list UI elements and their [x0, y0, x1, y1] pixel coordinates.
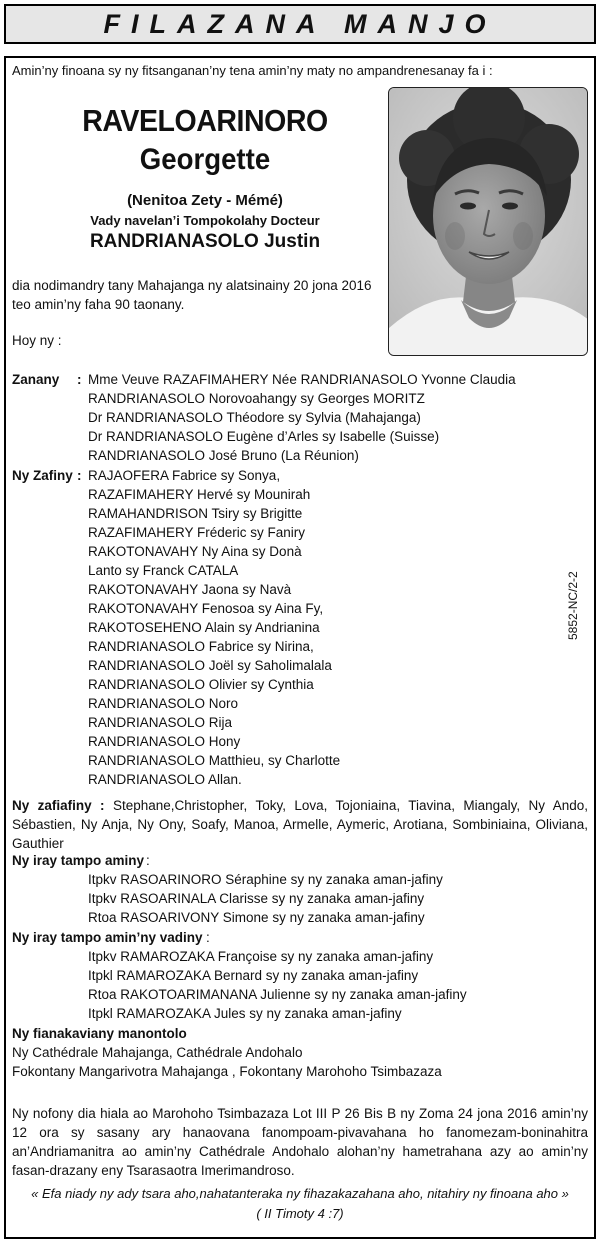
zanany-label: Zanany: [12, 372, 60, 387]
portrait-photo: [388, 87, 588, 356]
deceased-nickname: (Nenitoa Zety - Mémé): [127, 192, 283, 209]
tampo-vadiny-separator: :: [206, 930, 210, 945]
hoy-label: Hoy ny :: [12, 333, 62, 348]
notice-title: FILAZANA MANJO: [103, 8, 497, 39]
zafiny-item: RAKOTONAVAHY Jaona sy Navà: [88, 582, 292, 597]
zafiny-item: RANDRIANASOLO Matthieu, sy Charlotte: [88, 753, 341, 768]
funeral-details: Ny nofony dia hiala ao Marohoho Tsimbazaza Lot III P 26 Bis B ny Zoma 24 jona 2016 amin’ny 12 ora sy sasany ary hanaovana fanompoam-pivavahana ho fanomezam-boninahitra an’Andriamanitra ao amin’ny Cathédrale Andohalo alohan’ny hametrahana azy ao amin’ny fasan-drazany eny Tsarasaotra Imerimandroso.: [12, 1106, 588, 1178]
bible-quote: « Efa niady ny ady tsara aho,nahatanteraka ny fihazakazahana aho, nitahiry ny finoana aho »: [31, 1186, 569, 1201]
fianakaviany-label: Ny fianakaviany manontolo: [12, 1026, 187, 1041]
bible-quote-reference: ( II Timoty 4 :7): [256, 1206, 344, 1221]
zafiny-item: RANDRIANASOLO Noro: [88, 696, 239, 711]
deceased-surname: RAVELOARINORO: [82, 103, 328, 138]
zafiafiny-label: Ny zafiafiny :: [12, 798, 105, 813]
zafiny-item: RANDRIANASOLO Olivier sy Cynthia: [88, 677, 314, 692]
zafiny-separator: :: [77, 468, 82, 483]
zanany-item: Mme Veuve RAZAFIMAHERY Née RANDRIANASOLO Yvonne Claudia: [88, 372, 516, 387]
death-announcement: dia nodimandry tany Mahajanga ny alatsinainy 20 jona 2016 teo amin’ny faha 90 taonany.: [12, 278, 372, 312]
tampo-vadiny-item: Itpkv RAMAROZAKA Françoise sy ny zanaka aman-jafiny: [88, 949, 434, 964]
zafiny-item: RANDRIANASOLO Allan.: [88, 772, 242, 787]
portrait-image: [389, 88, 588, 356]
zanany-item: RANDRIANASOLO José Bruno (La Réunion): [88, 448, 359, 463]
zanany-item: RANDRIANASOLO Norovoahangy sy Georges MORITZ: [88, 391, 425, 406]
zafiny-item: RAZAFIMAHERY Hervé sy Mounirah: [88, 487, 311, 502]
tampo-aminy-label: Ny iray tampo aminy: [12, 853, 145, 868]
zanany-item: Dr RANDRIANASOLO Eugène d’Arles sy Isabelle (Suisse): [88, 429, 440, 444]
zafiny-item: RANDRIANASOLO Joël sy Saholimalala: [88, 658, 332, 673]
tampo-vadiny-label: Ny iray tampo amin’ny vadiny: [12, 930, 203, 945]
zafiny-label: Ny Zafiny: [12, 468, 73, 483]
zafiny-item: RAKOTONAVAHY Ny Aina sy Donà: [88, 544, 302, 559]
fianakaviany-item: Fokontany Mangarivotra Mahajanga , Fokontany Marohoho Tsimbazaza: [12, 1064, 442, 1079]
intro-text: Amin’ny finoana sy ny fitsanganan’ny tena amin’ny maty no ampandrenesanay fa i :: [12, 63, 493, 78]
notice-header: [4, 4, 596, 44]
reference-code: 5852-NC/2-2: [566, 571, 580, 640]
zafiny-item: RAKOTOSEHENO Alain sy Andrianina: [88, 620, 320, 635]
zafiny-item: RAKOTONAVAHY Fenosoa sy Aina Fy,: [88, 601, 324, 616]
tampo-aminy-item: Itpkv RASOARINORO Séraphine sy ny zanaka aman-jafiny: [88, 872, 443, 887]
zafiafiny-text: Stephane,Christopher, Toky, Lova, Tojoniaina, Tiavina, Miangaly, Ny Ando, Sébastien, Ny Anja, Ny Ony, Soafy, Manoa, Armelle, Aymeric, Arotiana, Sombiniaina, Oliviana, Gauthier: [12, 798, 588, 851]
zanany-separator: :: [77, 372, 82, 387]
zafiafiny-block: [12, 796, 588, 853]
tampo-vadiny-item: Rtoa RAKOTOARIMANANA Julienne sy ny zanaka aman-jafiny: [88, 987, 467, 1002]
tampo-vadiny-item: Itpkl RAMAROZAKA Jules sy ny zanaka aman-jafiny: [88, 1006, 402, 1021]
tampo-aminy-item: Rtoa RASOARIVONY Simone sy ny zanaka aman-jafiny: [88, 910, 425, 925]
zanany-item: Dr RANDRIANASOLO Théodore sy Sylvia (Mahajanga): [88, 410, 421, 425]
fianakaviany-item: Ny Cathédrale Mahajanga, Cathédrale Andohalo: [12, 1045, 303, 1060]
zafiny-item: RANDRIANASOLO Hony: [88, 734, 241, 749]
tampo-vadiny-item: Itpkl RAMAROZAKA Bernard sy ny zanaka aman-jafiny: [88, 968, 419, 983]
zafiny-item: RANDRIANASOLO Fabrice sy Nirina,: [88, 639, 314, 654]
spouse-name: RANDRIANASOLO Justin: [89, 231, 321, 252]
spouse-line: Vady navelan’i Tompokolahy Docteur: [90, 213, 320, 228]
zafiny-item: Lanto sy Franck CATALA: [88, 563, 239, 578]
zafiny-item: RAJAOFERA Fabrice sy Sonya,: [88, 468, 281, 483]
zafiny-item: RAZAFIMAHERY Fréderic sy Faniry: [88, 525, 306, 540]
tampo-aminy-item: Itpkv RASOARINALA Clarisse sy ny zanaka aman-jafiny: [88, 891, 425, 906]
zafiny-item: RANDRIANASOLO Rija: [88, 715, 233, 730]
tampo-aminy-separator: :: [146, 853, 150, 868]
deceased-firstname: Georgette: [139, 143, 271, 176]
zafiny-item: RAMAHANDRISON Tsiry sy Brigitte: [88, 506, 303, 521]
